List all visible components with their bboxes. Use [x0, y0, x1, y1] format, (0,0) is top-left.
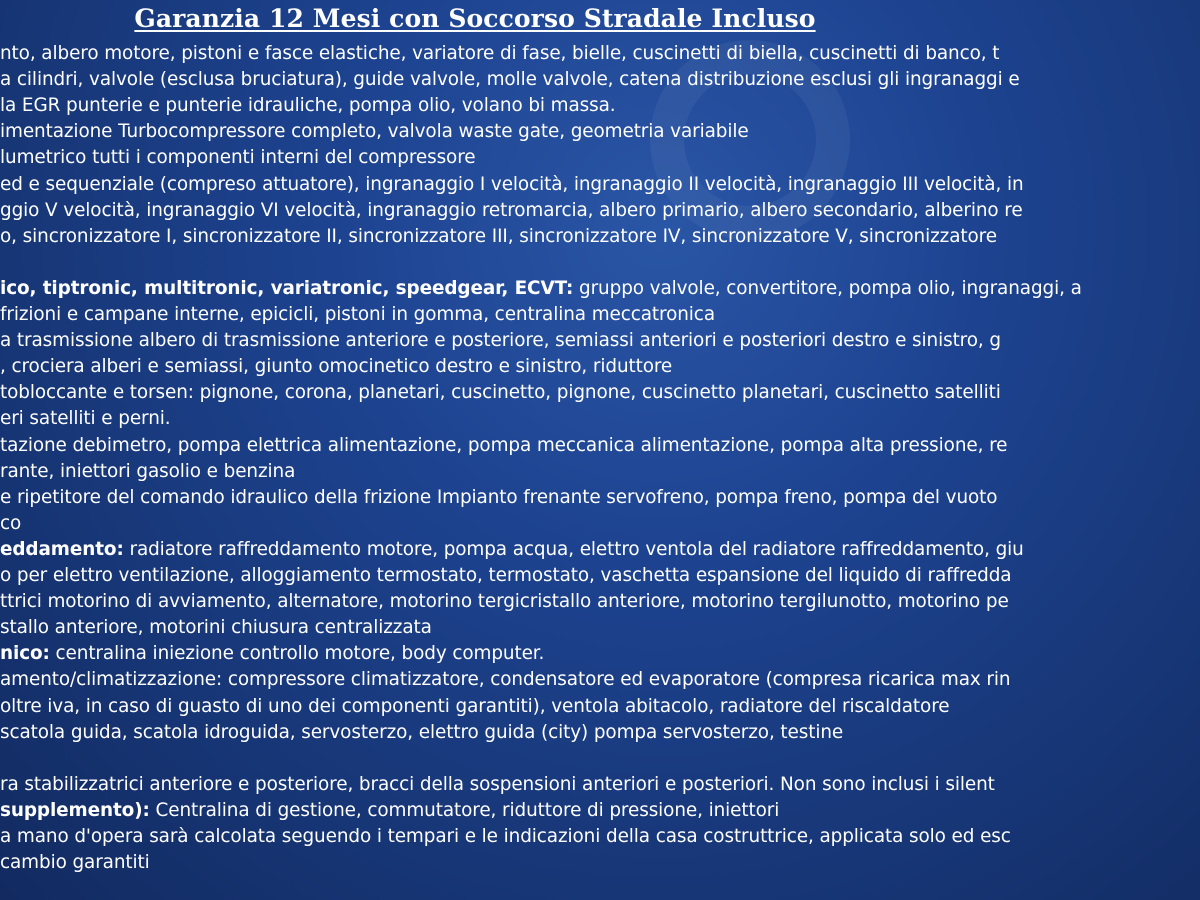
- text-line: [0, 694, 949, 720]
- text-line: [0, 433, 1007, 459]
- text-line-content: eri satelliti e perni.: [0, 408, 171, 430]
- text-line: [0, 589, 1009, 615]
- text-line: [0, 145, 475, 171]
- text-line-bold: eddamento:: [0, 538, 124, 560]
- text-line-content: o per elettro ventilazione, alloggiamento termostato, termostato, vaschetta espansione del liquido di raffredda: [0, 565, 1012, 586]
- text-line: [0, 615, 432, 641]
- text-line: [0, 459, 295, 485]
- text-line-content: rante, iniettori gasolio e benzina: [0, 460, 296, 482]
- text-line-content: la EGR punterie e punterie idrauliche, pompa olio, volano bi massa.: [0, 95, 616, 117]
- text-line: [0, 850, 150, 876]
- text-line-content: Centralina di gestione, commutatore, riduttore di pressione, iniettori: [149, 799, 780, 821]
- text-line: [0, 224, 997, 250]
- text-line-content: amento/climatizzazione: compressore climatizzatore, condensatore ed evaporatore (compresa ricarica max rin: [0, 669, 1011, 691]
- text-line-content: ra stabilizzatrici anteriore e posteriore, bracci della sospensioni anteriori e posteriori. Non sono inclusi i silent: [0, 773, 995, 795]
- text-line-content: o, sincronizzatore I, sincronizzatore II, sincronizzatore III, sincronizzatore IV, sincronizzatore V, sincronizzatore: [0, 225, 997, 247]
- text-line: [0, 406, 171, 432]
- text-line-content: ed e sequenziale (compreso attuatore), ingranaggio I velocità, ingranaggio II velocità, ingranaggio III velocità, in: [0, 173, 1024, 195]
- text-line: [0, 41, 999, 67]
- text-line-content: lumetrico tutti i componenti interni del compressore: [0, 147, 476, 169]
- text-line-content: e ripetitore del comando idraulico della frizione Impianto frenante servofreno, pompa freno, pompa del vuoto: [0, 486, 998, 508]
- text-line: [0, 119, 749, 145]
- text-line: [0, 667, 1010, 693]
- text-line-content: scatola guida, scatola idroguida, servosterzo, elettro guida (city) pompa servosterzo, testine: [0, 721, 844, 743]
- text-line-bold: nico:: [0, 643, 50, 665]
- text-line-content: a mano d'opera sarà calcolata seguendo i tempari e le indicazioni della casa costruttrice, applicata solo ed esc: [0, 826, 1011, 847]
- text-line: [0, 798, 779, 824]
- text-line: [0, 354, 672, 380]
- text-line-content: centralina iniezione controllo motore, body computer.: [49, 643, 545, 665]
- text-line-bold: ico, tiptronic, multitronic, variatronic, speedgear, ECVT:: [0, 277, 574, 299]
- text-line-content: ttrici motorino di avviamento, alternatore, motorino tergicristallo anteriore, motorino tergilunotto, motorino pe: [0, 591, 1009, 613]
- text-line-content: stallo anteriore, motorini chiusura centralizzata: [0, 617, 432, 639]
- text-line: [0, 67, 1020, 93]
- text-line-content: gruppo valvole, convertitore, pompa olio, ingranaggi, a: [573, 277, 1082, 299]
- text-line: [0, 537, 1024, 563]
- text-line: [0, 93, 616, 119]
- text-line: [0, 328, 1001, 354]
- page-title: Garanzia 12 Mesi con Soccorso Stradale Incluso: [134, 4, 816, 33]
- text-line-content: a trasmissione albero di trasmissione anteriore e posteriore, semiassi anteriori e posteriori destro e sinistro, g: [0, 330, 1001, 352]
- text-line: [0, 302, 715, 328]
- text-line-content: co: [0, 512, 22, 534]
- text-line: [0, 641, 544, 667]
- text-line: [0, 511, 21, 537]
- text-line: [0, 198, 1023, 224]
- text-line-content: ggio V velocità, ingranaggio VI velocità, ingranaggio retromarcia, albero primario, albero secondario, alberino re: [0, 199, 1023, 221]
- text-line-content: cambio garantiti: [0, 852, 150, 874]
- text-line-content: radiatore raffreddamento motore, pompa acqua, elettro ventola del radiatore raffreddamento, giu: [123, 538, 1024, 560]
- text-line: [0, 824, 1011, 850]
- text-line-content: oltre iva, in caso di guasto di uno dei componenti garantiti), ventola abitacolo, radiatore del riscaldatore: [0, 695, 950, 717]
- text-line: [0, 172, 1024, 198]
- text-line: [0, 276, 1082, 302]
- text-line: [0, 380, 1001, 406]
- text-line-content: tazione debimetro, pompa elettrica alimentazione, pompa meccanica alimentazione, pompa alta pressione, re: [0, 434, 1008, 456]
- text-line-bold: supplemento):: [0, 799, 150, 821]
- text-line-content: imentazione Turbocompressore completo, valvola waste gate, geometria variabile: [0, 121, 749, 143]
- text-line: [0, 563, 1011, 589]
- text-line: [0, 720, 843, 746]
- text-line-content: frizioni e campane interne, epicicli, pistoni in gomma, centralina meccatronica: [0, 304, 715, 325]
- text-line-content: nto, albero motore, pistoni e fasce elastiche, variatore di fase, bielle, cuscinetti di biella, cuscinetti di banco, t: [0, 43, 1000, 64]
- text-line-content: a cilindri, valvole (esclusa bruciatura), guide valvole, molle valvole, catena distribuzione esclusi gli ingranaggi e: [0, 69, 1020, 91]
- text-line-content: tobloccante e torsen: pignone, corona, planetari, cuscinetto, pignone, cuscinetto planetari, cuscinetto satelliti: [0, 382, 1001, 404]
- text-line: [0, 772, 995, 798]
- text-line-content: , crociera alberi e semiassi, giunto omocinetico destro e sinistro, riduttore: [0, 356, 673, 378]
- text-line: [0, 485, 997, 511]
